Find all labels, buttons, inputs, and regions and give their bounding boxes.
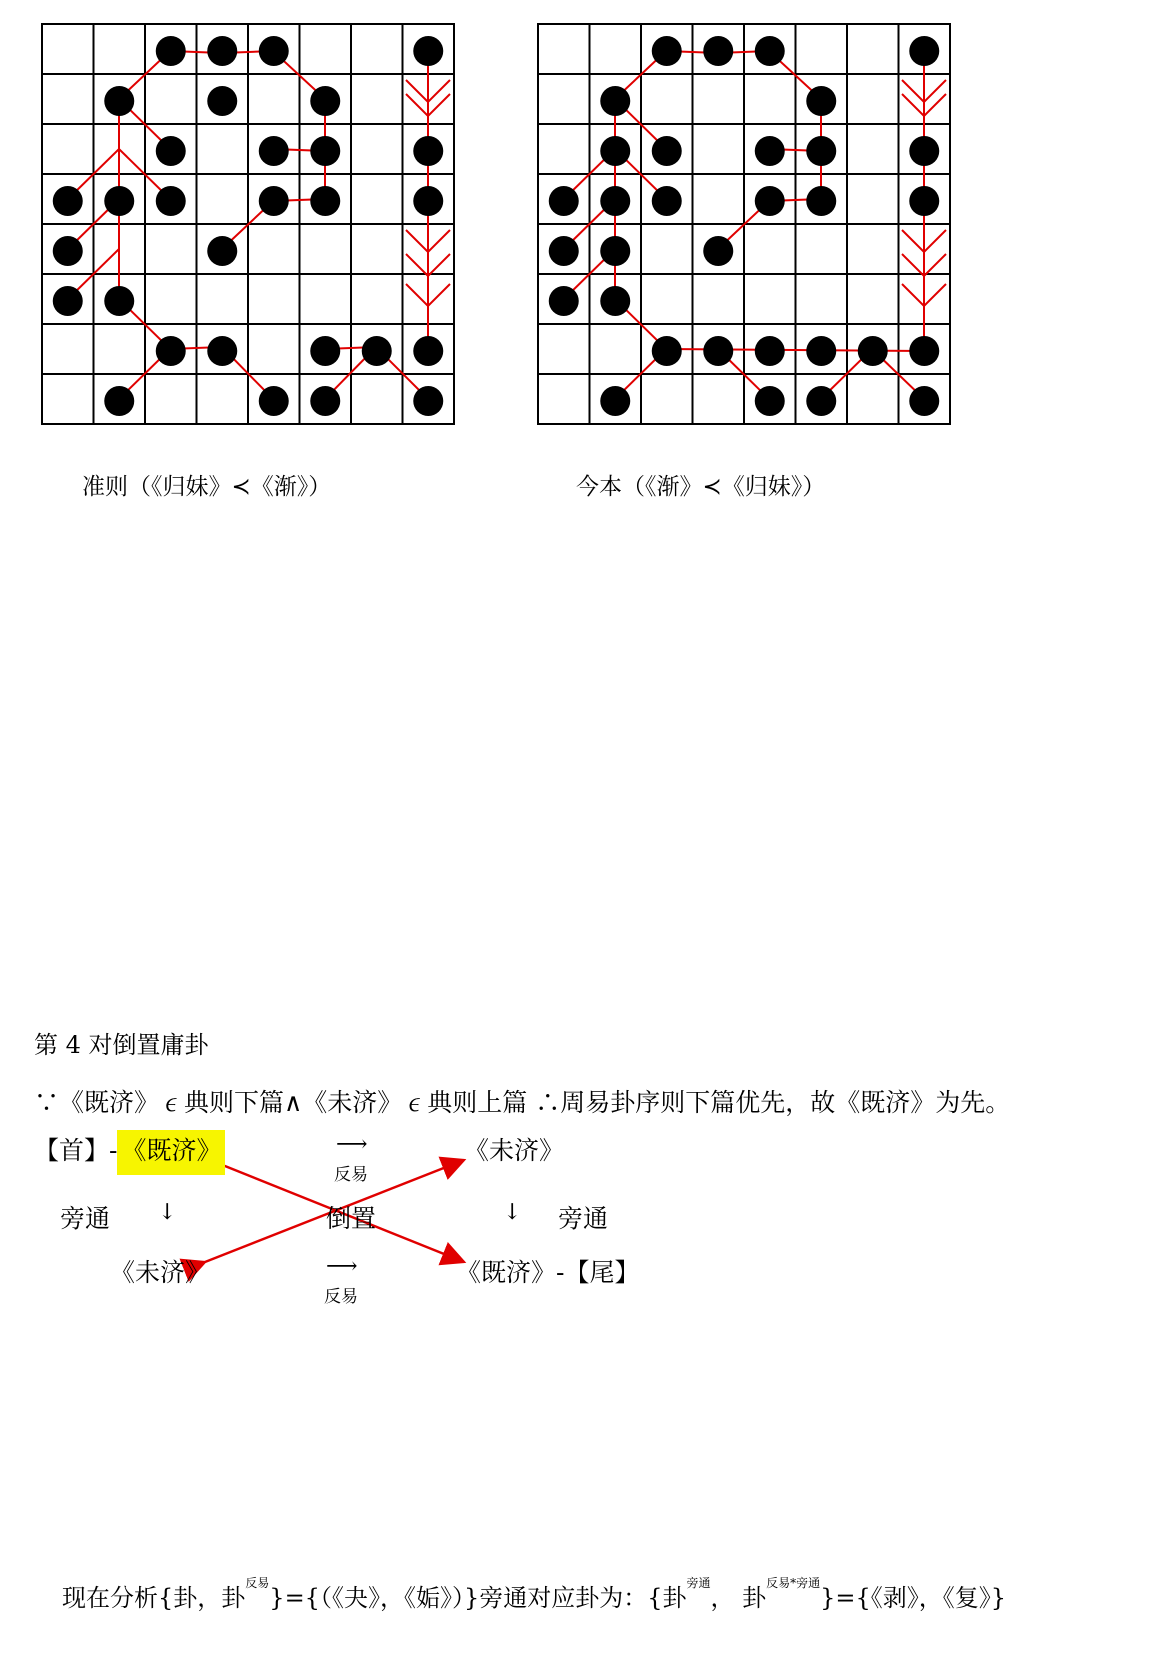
top-arrow-label: 反易 [334,1165,368,1185]
bottom-mid-1: }={（《夬》，《姤》）}旁通对应卦为：{卦 [269,1584,687,1612]
head-marker [34,1131,225,1167]
center-relation: 倒置 [326,1204,377,1233]
left-down-arrow: ↓ [158,1200,177,1225]
bottom-right-arrow: ⟶ [326,1254,358,1279]
bottom-prefix: 现在分析{卦，卦 [62,1584,246,1612]
bottom-mid-2: ， 卦 [710,1584,767,1612]
bottom-suffix: }={《剥》，《复》} [820,1584,1007,1612]
section-statement: ∵《既济》∊典则下篇∧《未济》∊典则上篇 ∴周易卦序则下篇优先，故《既济》为先。 [34,1088,1011,1117]
bottom-sup-1: 反易 [245,1576,270,1590]
figure-2-caption: 今本（《渐》≺《归妹》） [576,474,826,500]
figure-1-caption: 准则（《归妹》≺《渐》） [82,474,332,500]
head-marker-text: 【首】- [34,1136,118,1165]
top-left-hexagram: 《既济》 [117,1130,225,1175]
bottom-sup-2: 旁通 [686,1576,711,1590]
left-relation: 旁通 [60,1204,111,1233]
section-heading: 第 4 对倒置庸卦 [34,1031,209,1059]
tail-marker [456,1253,639,1289]
tail-marker-text: -【尾】 [556,1258,640,1287]
bottom-sup-3: 反易*旁通 [766,1576,821,1590]
right-down-arrow: ↓ [503,1200,522,1225]
bottom-right-hexagram: 《既济》 [456,1258,557,1287]
bottom-left-hexagram: 《未济》 [110,1258,211,1287]
bottom-arrow-label: 反易 [324,1287,358,1307]
bottom-analysis [62,1578,1006,1613]
right-relation: 旁通 [558,1204,609,1233]
top-right-hexagram: 《未济》 [464,1136,565,1165]
top-right-arrow: ⟶ [336,1132,368,1157]
